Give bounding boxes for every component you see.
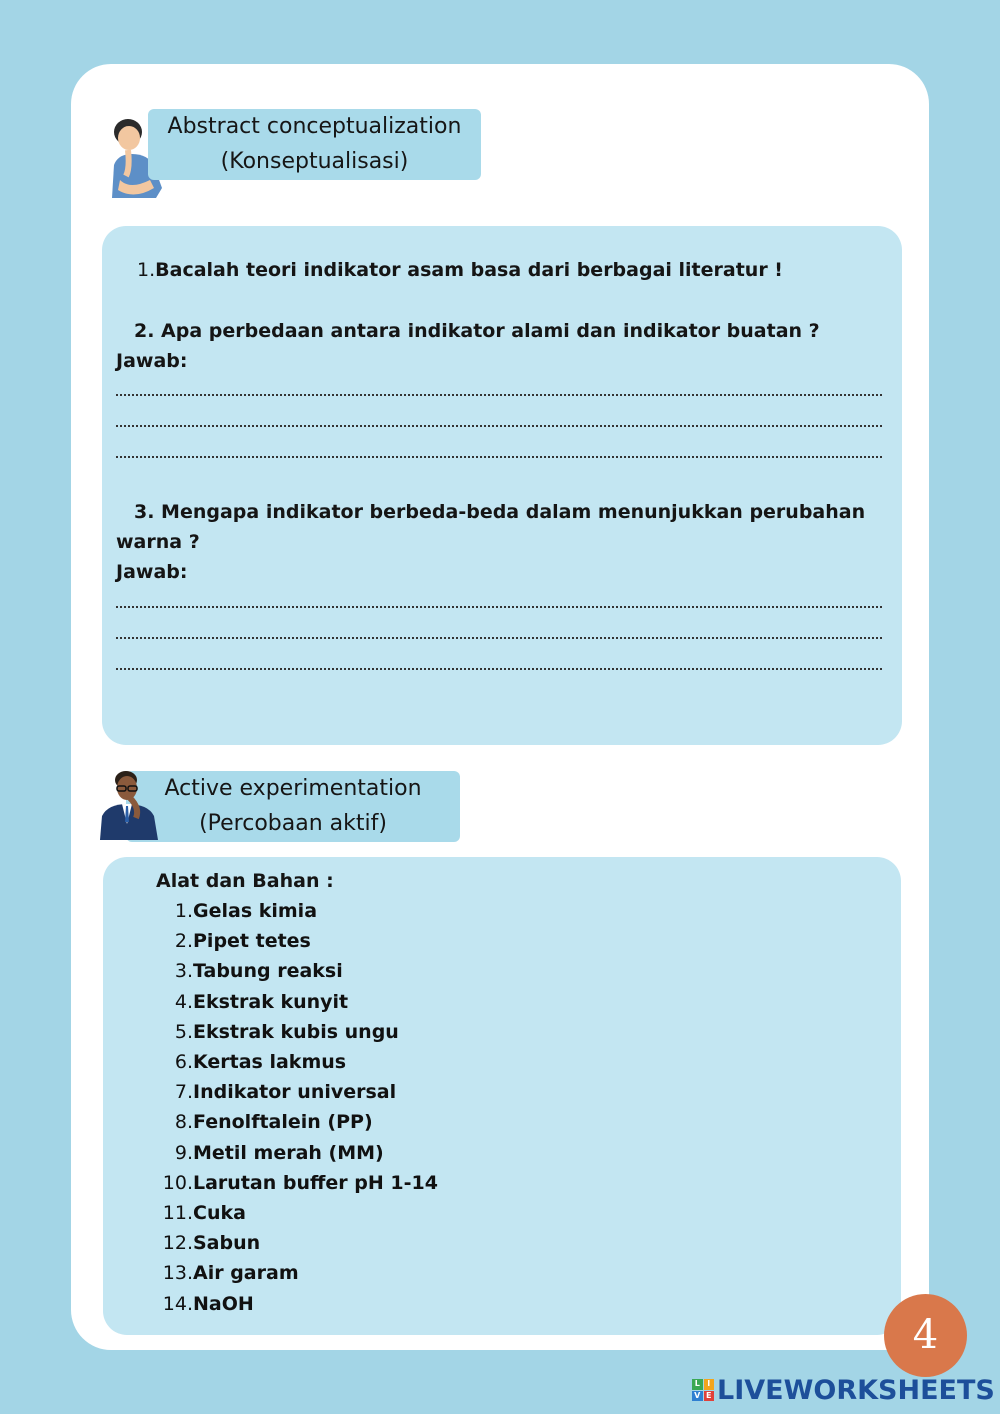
material-item-label: Cuka [193, 1202, 246, 1224]
brand-watermark [692, 1372, 995, 1408]
material-item-label: Gelas kimia [193, 900, 318, 922]
material-item-number: 6. [174, 1051, 193, 1073]
material-item-number: 8. [174, 1111, 193, 1133]
question-1 [137, 259, 783, 281]
material-item [160, 1021, 399, 1043]
material-item [160, 1262, 299, 1284]
answer-label: Jawab: [116, 350, 188, 372]
material-item-number: 9. [174, 1142, 193, 1164]
section-title: Active experimentation [164, 776, 422, 801]
section-subtitle: (Percobaan aktif) [199, 811, 387, 836]
material-item [160, 1232, 260, 1254]
material-item-number: 12. [162, 1232, 193, 1254]
material-item-label: Larutan buffer pH 1-14 [193, 1172, 438, 1194]
material-item-number: 13. [162, 1262, 193, 1284]
materials-heading: Alat dan Bahan : [156, 870, 334, 892]
material-item-label: Kertas lakmus [193, 1051, 347, 1073]
brand-logo-icon [692, 1379, 714, 1401]
material-item-label: Ekstrak kubis ungu [193, 1021, 399, 1043]
answer-line[interactable] [116, 668, 882, 670]
material-item-number: 5. [174, 1021, 193, 1043]
material-item-label: Sabun [193, 1232, 261, 1254]
brand-logo-letter: E [704, 1391, 715, 1402]
businessman-icon [100, 768, 160, 840]
section-header-active [126, 771, 460, 842]
answer-label: Jawab: [116, 561, 188, 583]
material-item-number: 3. [174, 960, 193, 982]
material-item-label: Metil merah (MM) [193, 1142, 384, 1164]
material-item-label: Tabung reaksi [193, 960, 343, 982]
material-item-label: Pipet tetes [193, 930, 311, 952]
material-item [160, 1081, 396, 1103]
material-item [160, 1172, 438, 1194]
question-3-line1: 3. Mengapa indikator berbeda-beda dalam menunjukkan perubahan [134, 501, 866, 523]
material-item-number: 2. [174, 930, 193, 952]
material-item-number: 11. [162, 1202, 193, 1224]
answer-line[interactable] [116, 637, 882, 639]
material-item-number: 1. [174, 900, 193, 922]
material-item-label: Indikator universal [193, 1081, 397, 1103]
material-item-number: 10. [162, 1172, 193, 1194]
answer-line[interactable] [116, 606, 882, 608]
material-item [160, 991, 348, 1013]
answer-line[interactable] [116, 425, 882, 427]
material-item [160, 960, 343, 982]
brand-logo-letter: V [692, 1391, 703, 1402]
material-item [160, 1293, 254, 1315]
material-item-label: NaOH [193, 1293, 254, 1315]
material-item [160, 1051, 346, 1073]
material-item-number: 7. [174, 1081, 193, 1103]
brand-logo-letter: I [704, 1379, 715, 1390]
material-item [160, 1202, 246, 1224]
brand-logo-letter: L [692, 1379, 703, 1390]
answer-line[interactable] [116, 394, 882, 396]
material-item [160, 930, 311, 952]
material-item-label: Fenolftalein (PP) [193, 1111, 373, 1133]
brand-name: LIVEWORKSHEETS [717, 1374, 995, 1406]
material-item [160, 1111, 373, 1133]
material-item [160, 900, 317, 922]
material-item [160, 1142, 384, 1164]
question-1-number: 1. [137, 259, 156, 281]
section-subtitle: (Konseptualisasi) [220, 149, 409, 174]
section-header-abstract [148, 109, 481, 180]
material-item-label: Air garam [193, 1262, 299, 1284]
material-item-label: Ekstrak kunyit [193, 991, 349, 1013]
page-number-badge: 4 [884, 1294, 967, 1377]
section-title: Abstract conceptualization [167, 114, 462, 139]
material-item-number: 14. [162, 1293, 193, 1315]
question-3-line2: warna ? [116, 531, 200, 553]
material-item-number: 4. [174, 991, 193, 1013]
question-2: 2. Apa perbedaan antara indikator alami dan indikator buatan ? [134, 320, 820, 342]
question-1-text: Bacalah teori indikator asam basa dari berbagai literatur ! [155, 259, 783, 281]
answer-line[interactable] [116, 456, 882, 458]
